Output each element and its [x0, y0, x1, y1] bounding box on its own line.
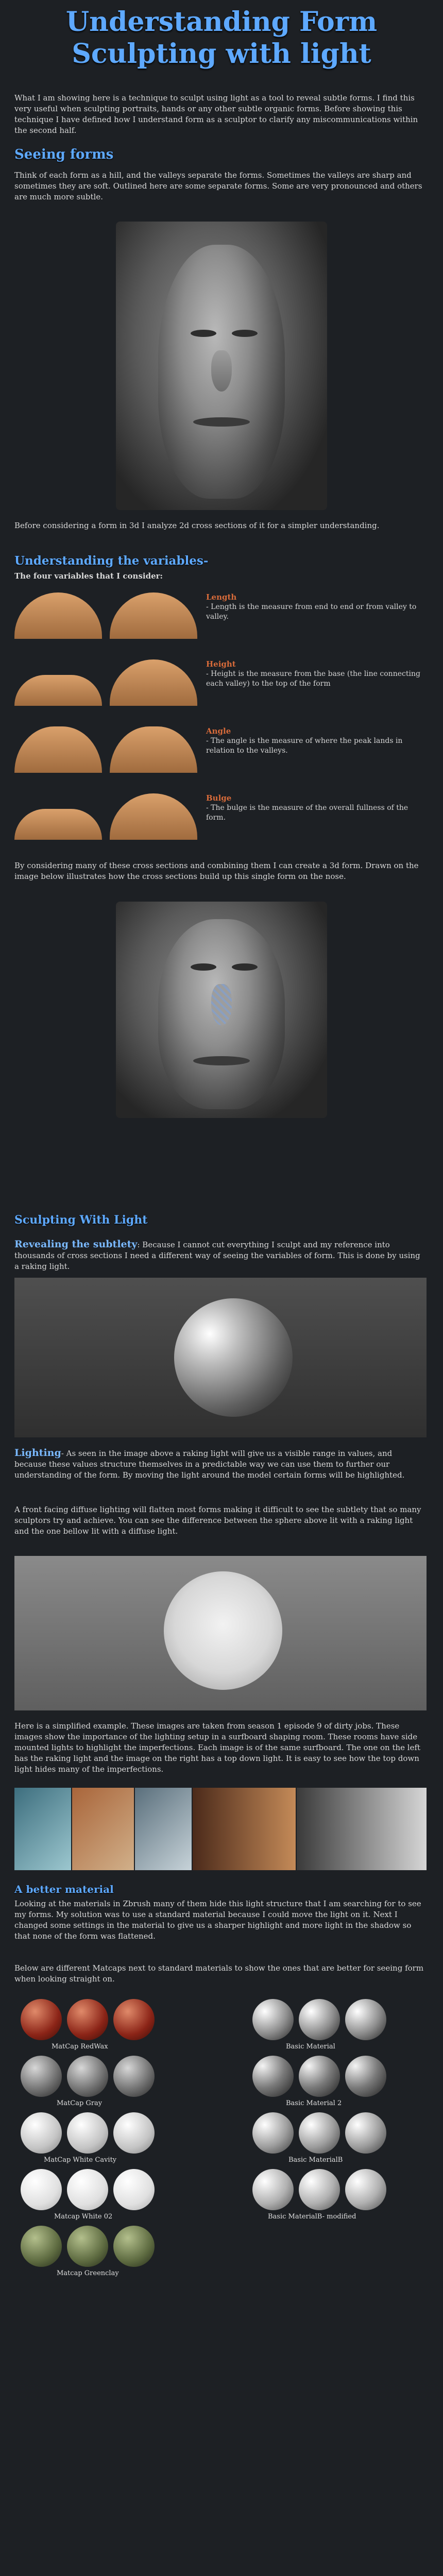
seeing-forms-heading: Seeing forms — [14, 147, 114, 162]
hill-row-height — [14, 654, 200, 711]
variables-summary: By considering many of these cross sections and combining them I can create a 3d form. Drawn on the image below illustrates how the cross sections build up this single form on the nose. — [14, 861, 419, 881]
variable-title: Angle — [206, 726, 231, 736]
seeing-forms-text: Think of each form as a hill, and the valleys separate the forms. Sometimes the valleys are sharp and sometimes they are soft. Outlined here are some separate forms. Some are very pronounced and others are much more subtle. — [14, 171, 422, 201]
surfboard-photo — [72, 1788, 134, 1870]
revealing-text: : Because I cannot cut everything I sculpt and my reference into thousands of cross sections I need a different way of seeing the variables of form. This is done by using a raking light. — [14, 1240, 420, 1271]
variable-title: Height — [206, 659, 236, 669]
standard-sphere — [252, 2169, 294, 2210]
surfboard-photo — [193, 1788, 296, 1870]
seeing-forms-caption: Before considering a form in 3d I analyze 2d cross sections of it for a simpler understanding. — [14, 521, 380, 530]
lighting-title: Lighting — [14, 1447, 61, 1459]
standard-label: Basic Material — [286, 2043, 335, 2050]
variable-length — [206, 592, 422, 622]
variables-subheading: The four variables that I consider: — [14, 571, 163, 581]
matcap-sphere — [113, 2226, 155, 2267]
matcap-sphere — [67, 2169, 108, 2210]
left-eye — [191, 330, 216, 337]
hill-row-bulge — [14, 788, 200, 845]
better-material-text: Looking at the materials in Zbrush many of them hide this light structure that I am searching for to see my forms. My solution was to use a standard material because I could move the light on it. Next I changed some settings in the material to give us a sharper highlight and more light in the shadow so that none of the form was flattened. — [14, 1899, 421, 1941]
standard-sphere — [345, 1999, 386, 2040]
hill-shape — [110, 793, 197, 840]
standard-sphere — [299, 2169, 340, 2210]
matcap-sphere — [113, 2112, 155, 2154]
diffuse-text: A front facing diffuse lighting will flatten most forms making it difficult to see the subtlety that so many sculptors try and achieve. You can see the difference between the sphere above lit with a raking light and the one bellow lit with a diffuse light. — [14, 1505, 421, 1536]
variable-title: Bulge — [206, 793, 232, 803]
standard-label: Basic Material 2 — [286, 2099, 342, 2107]
hill-row-angle — [14, 721, 200, 778]
variables-heading: Understanding the variables- — [14, 554, 209, 568]
face-render-2 — [116, 902, 327, 1118]
mouth — [193, 1056, 250, 1065]
matcap-label: MatCap RedWax — [52, 2043, 108, 2050]
mouth — [193, 417, 250, 427]
intro-text: What I am showing here is a technique to sculpt using light as a tool to reveal subtle forms. I find this very useful when sculpting portraits, hands or any other subtle organic forms. Before showing this technique I have defined how I understand form as a sculptor to clarify any miscommunications within the second half. — [14, 93, 418, 135]
standard-sphere — [299, 1999, 340, 2040]
surfboard-example-text: Here is a simplified example. These images are taken from season 1 episode 9 of dirty jobs. These images show the importance of the lighting setup in a surfboard shaping room. These rooms have side mounted lights to highlight the imperfections. Each image is of the same surfboard. The one on the left has the raking light and the image on the right has a top down light. It is easy to see how the top down light hides many of the imperfections. — [14, 1721, 421, 1774]
surfboard-photo — [297, 1788, 427, 1870]
variable-title: Length — [206, 592, 237, 602]
variable-height — [206, 659, 422, 689]
face-render-1 — [116, 222, 327, 510]
matcap-label: Matcap White 02 — [54, 2213, 113, 2221]
variable-desc: - The angle is the measure of where the peak lands in relation to the valleys. — [206, 737, 403, 755]
matcap-sphere — [21, 1999, 62, 2040]
title-line-1: Understanding Form — [65, 6, 378, 38]
standard-sphere — [345, 2056, 386, 2097]
matcap-label: MatCap White Cavity — [44, 2156, 117, 2164]
matcap-label: MatCap Gray — [57, 2099, 103, 2107]
standard-sphere — [345, 2169, 386, 2210]
matcap-sphere — [21, 2112, 62, 2154]
matcap-sphere — [21, 2056, 62, 2097]
better-material-heading: A better material — [14, 1883, 114, 1895]
standard-label: Basic MaterialB- modified — [268, 2213, 356, 2221]
matcap-sphere — [21, 2169, 62, 2210]
standard-sphere — [252, 1999, 294, 2040]
hill-shape — [14, 592, 102, 639]
hill-shape — [14, 726, 102, 773]
revealing-title: Revealing the subtlety — [14, 1239, 138, 1250]
hill-shape — [110, 592, 197, 639]
matcap-sphere — [67, 2112, 108, 2154]
matcap-grid — [0, 1989, 443, 2287]
sculpting-light-heading: Sculpting With Light — [14, 1213, 148, 1227]
left-eye — [191, 963, 216, 971]
hill-shape — [14, 675, 102, 706]
matcap-compare-text: Below are different Matcaps next to standard materials to show the ones that are better for seeing form when looking straight on. — [14, 1963, 424, 1984]
hill-shape — [110, 726, 197, 773]
raking-light-panel — [14, 1278, 427, 1437]
raking-light-sphere — [174, 1298, 293, 1417]
surfboard-photo — [14, 1788, 71, 1870]
nose — [211, 350, 232, 392]
hill-shape — [110, 659, 197, 706]
matcap-sphere — [67, 2056, 108, 2097]
right-eye — [232, 330, 258, 337]
standard-sphere — [345, 2112, 386, 2154]
right-eye — [232, 963, 258, 971]
matcap-label: Matcap Greenclay — [57, 2269, 119, 2277]
variable-desc: - Height is the measure from the base (the line connecting each valley) to the top of the form — [206, 670, 420, 688]
standard-sphere — [299, 2112, 340, 2154]
nose-cross-sections — [211, 984, 232, 1025]
matcap-sphere — [113, 2169, 155, 2210]
standard-label: Basic MaterialB — [288, 2156, 343, 2164]
standard-sphere — [299, 2056, 340, 2097]
title-line-2: Sculpting with light — [72, 38, 371, 70]
variable-desc: - Length is the measure from end to end or from valley to valley. — [206, 603, 417, 621]
variable-bulge — [206, 793, 422, 823]
variable-angle — [206, 726, 422, 756]
standard-sphere — [252, 2056, 294, 2097]
revealing-paragraph — [14, 1239, 427, 1272]
variable-desc: - The bulge is the measure of the overall fullness of the form. — [206, 804, 408, 822]
diffuse-light-sphere — [164, 1571, 282, 1690]
standard-sphere — [252, 2112, 294, 2154]
matcap-sphere — [113, 2056, 155, 2097]
diffuse-light-panel — [14, 1556, 427, 1710]
matcap-sphere — [113, 1999, 155, 2040]
lighting-paragraph — [14, 1448, 427, 1481]
hill-row-length — [14, 587, 200, 644]
hill-shape — [14, 809, 102, 840]
lighting-text: - As seen in the image above a raking light will give us a visible range in values, and because these values structure themselves in a predictable way we can use them to further our understanding of the form. By moving the light around the model certain forms will be highlighted. — [14, 1449, 405, 1480]
surfboard-photos — [0, 1788, 443, 1870]
matcap-sphere — [67, 1999, 108, 2040]
matcap-sphere — [67, 2226, 108, 2267]
matcap-sphere — [21, 2226, 62, 2267]
surfboard-photo — [135, 1788, 192, 1870]
